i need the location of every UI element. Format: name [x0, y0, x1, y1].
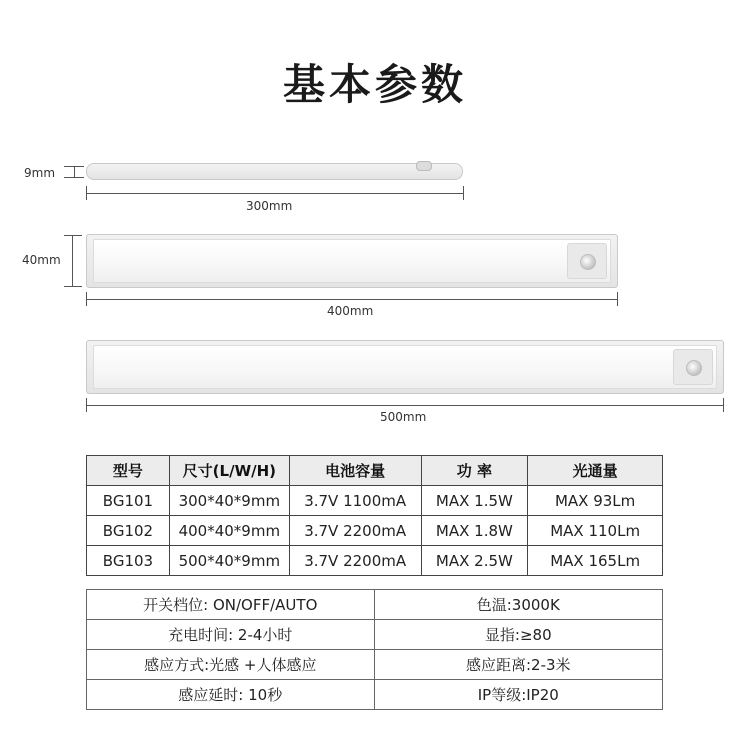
- table-row: [87, 680, 663, 710]
- page-title: 基本参数: [282, 60, 467, 109]
- bar3-sensor-icon: [686, 360, 702, 376]
- cell-power: MAX 1.8W: [421, 516, 528, 546]
- feature-sensing-mode: 感应方式:光感 +人体感应: [87, 650, 375, 680]
- feature-charging-time: 充电时间: 2-4小时: [87, 620, 375, 650]
- table-row: [87, 650, 663, 680]
- bar3-length-label: 500mm: [380, 410, 427, 424]
- spec-table-header: [87, 456, 663, 486]
- bar1-height-label: 9mm: [24, 166, 56, 180]
- bar2-length-line: [86, 299, 618, 300]
- cell-power: MAX 2.5W: [421, 546, 528, 576]
- bar2-height-tick-bottom: [64, 286, 82, 287]
- header-size: 尺寸(L/W/H): [169, 456, 289, 486]
- bar1-height-line: [74, 166, 75, 178]
- cell-power: MAX 1.5W: [421, 486, 528, 516]
- feature-sensing-distance: 感应距离:2-3米: [374, 650, 662, 680]
- cell-battery: 3.7V 1100mA: [289, 486, 421, 516]
- cell-battery: 3.7V 2200mA: [289, 516, 421, 546]
- feature-ip-rating: IP等级:IP20: [374, 680, 662, 710]
- bar2-diffuser: [93, 239, 611, 283]
- header-luminous-flux: 光通量: [528, 456, 663, 486]
- features-table: [86, 589, 663, 710]
- light-bar-500: [86, 340, 724, 394]
- feature-switch-mode: 开关档位: ON/OFF/AUTO: [87, 590, 375, 620]
- bar1-length-label: 300mm: [246, 199, 293, 213]
- header-power: 功 率: [421, 456, 528, 486]
- table-row: [87, 516, 663, 546]
- cell-size: 300*40*9mm: [169, 486, 289, 516]
- bar2-height-line: [72, 235, 73, 287]
- bar3-sensor-box: [673, 349, 713, 385]
- table-row: [87, 590, 663, 620]
- feature-sensing-delay: 感应延时: 10秒: [87, 680, 375, 710]
- bar2-height-tick-top: [64, 235, 82, 236]
- cell-luminous-flux: MAX 165Lm: [528, 546, 663, 576]
- feature-cri: 显指:≥80: [374, 620, 662, 650]
- bar1-sensor: [416, 161, 432, 171]
- bar2-sensor-box: [567, 243, 607, 279]
- header-battery: 电池容量: [289, 456, 421, 486]
- header-model: 型号: [87, 456, 170, 486]
- table-row: [87, 620, 663, 650]
- bar2-height-label: 40mm: [22, 253, 61, 267]
- bar2-length-label: 400mm: [327, 304, 374, 318]
- feature-color-temperature: 色温:3000K: [374, 590, 662, 620]
- cell-luminous-flux: MAX 93Lm: [528, 486, 663, 516]
- cell-model: BG101: [87, 486, 170, 516]
- table-row: [87, 546, 663, 576]
- bar3-length-line: [86, 405, 724, 406]
- light-bar-400: [86, 234, 618, 288]
- bar3-diffuser: [93, 345, 717, 389]
- bar2-sensor-icon: [580, 254, 596, 270]
- spec-table: [86, 455, 663, 576]
- cell-model: BG103: [87, 546, 170, 576]
- table-row: [87, 486, 663, 516]
- bar1-length-line: [86, 193, 464, 194]
- cell-size: 500*40*9mm: [169, 546, 289, 576]
- cell-model: BG102: [87, 516, 170, 546]
- cell-size: 400*40*9mm: [169, 516, 289, 546]
- cell-luminous-flux: MAX 110Lm: [528, 516, 663, 546]
- cell-battery: 3.7V 2200mA: [289, 546, 421, 576]
- light-bar-300: [86, 163, 463, 180]
